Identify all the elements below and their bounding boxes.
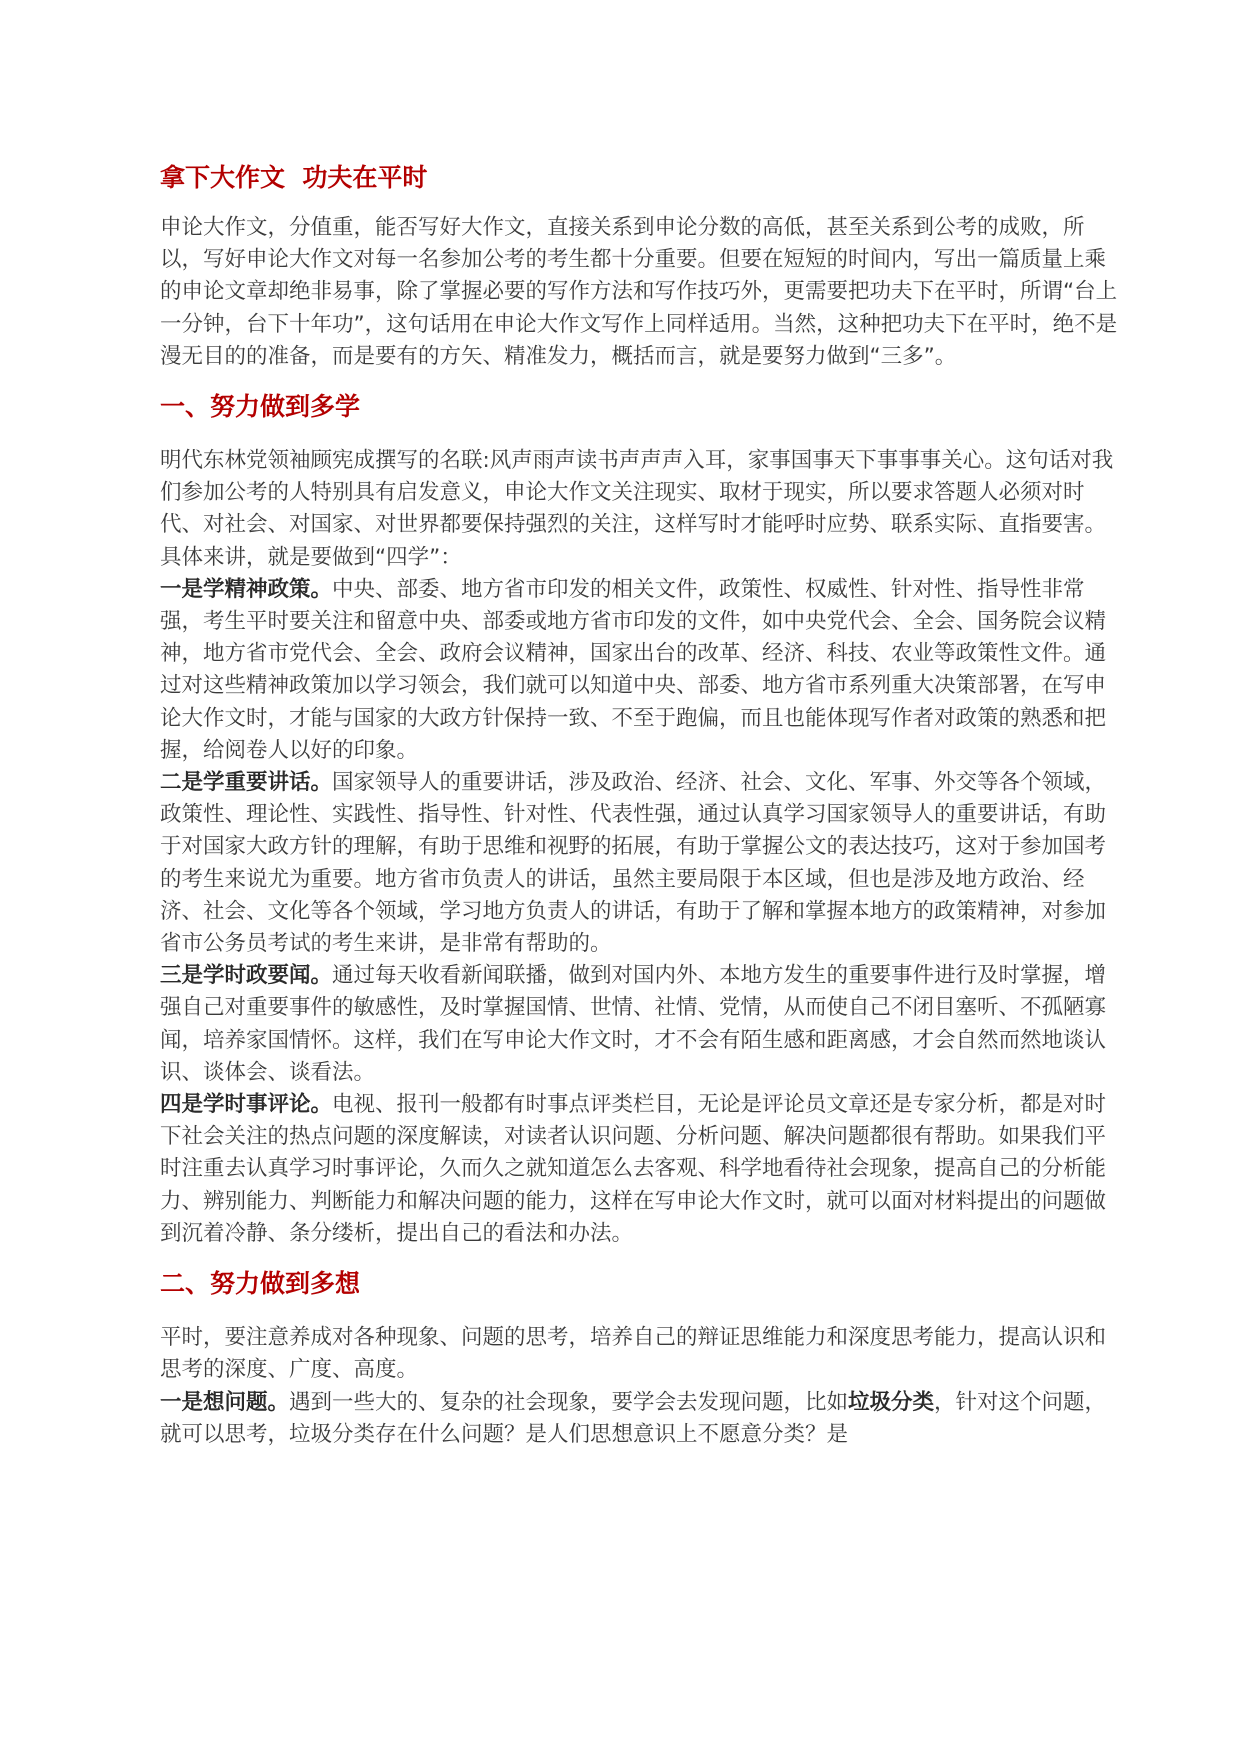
item-text: 通过每天收看新闻联播，做到对国内外、本地方发生的重要事件进行及时掌握，增强自己对重要事件的敏感性，及时掌握国情、世情、社情、党情，从而使自己不闭目塞听、不孤陋寡闻，培养家国情怀。这样，我们在写申论大作文时，才不会有陌生感和距离感，才会自然而然地谈认识、谈体会、谈看法。 (160, 963, 1107, 1085)
item-lead: 四是学时事评论。 (160, 1092, 333, 1118)
section1-item-4 (160, 1089, 1120, 1250)
item-text: 电视、报刊一般都有时事点评类栏目，无论是评论员文章还是专家分析，都是对时下社会关注的热点问题的深度解读，对读者认识问题、分析问题、解决问题都很有帮助。如果我们平时注重去认真学习时事评论，久而久之就知道怎么去客观、科学地看待社会现象，提高自己的分析能力、辨别能力、判断能力和解决问题的能力，这样在写申论大作文时，就可以面对材料提出的问题做到沉着冷静、条分缕析，提出自己的看法和办法。 (160, 1092, 1107, 1246)
section1-intro: 明代东林党领袖顾宪成撰写的名联:风声雨声读书声声声入耳，家事国事天下事事事关心。这句话对我们参加公考的人特别具有启发意义，申论大作文关注现实、取材于现实，所以要求答题人必须对时代、对社会、对国家、对世界都要保持强烈的关注，这样写时才能呼时应势、联系实际、直指要害。具体来讲，就是要做到“四学”： (160, 448, 1114, 570)
document-page (160, 158, 1120, 1451)
section2-item-1 (160, 1387, 1120, 1451)
section-heading-1: 一、努力做到多学 (160, 392, 361, 422)
item-text: ，针对这个问题，就可以思考，垃圾分类存在什么问题？是人们思想意识上不愿意分类？是 (160, 1389, 1107, 1447)
section1-item-2 (160, 767, 1120, 960)
item-text: 中央、部委、地方省市印发的相关文件，政策性、权威性、针对性、指导性非常强，考生平时要关注和留意中央、部委或地方省市印发的文件，如中央党代会、全会、国务院会议精神，地方省市党代会、全会、政府会议精神，国家出台的改革、经济、科技、农业等政策性文件。通过对这些精神政策加以学习领会，我们就可以知道中央、部委、地方省市系列重大决策部署，在写申论大作文时，才能与国家的大政方针保持一致、不至于跑偏，而且也能体现写作者对政策的熟悉和把握，给阅卷人以好的印象。 (160, 576, 1107, 763)
section1-item-3 (160, 960, 1120, 1089)
item-lead: 二是学重要讲话。 (160, 770, 333, 796)
section-heading-2: 二、努力做到多想 (160, 1269, 361, 1299)
document-title: 拿下大作文 功夫在平时 (160, 163, 428, 192)
item-text: 国家领导人的重要讲话，涉及政治、经济、社会、文化、军事、外交等各个领域，政策性、理论性、实践性、指导性、针对性、代表性强，通过认真学习国家领导人的重要讲话，有助于对国家大政方针的理解，有助于思维和视野的拓展，有助于掌握公文的表达技巧，这对于参加国考的考生来说尤为重要。地方省市负责人的讲话，虽然主要局限于本区域，但也是涉及地方政治、经济、社会、文化等各个领域，学习地方负责人的讲话，有助于了解和掌握本地方的政策精神，对参加省市公务员考试的考生来讲，是非常有帮助的。 (160, 770, 1107, 957)
item-text: 遇到一些大的、复杂的社会现象，要学会去发现问题，比如 (289, 1389, 849, 1415)
item-emphasis: 垃圾分类 (848, 1389, 935, 1415)
item-lead: 三是学时政要闻。 (160, 963, 333, 989)
item-lead: 一是学精神政策。 (160, 576, 333, 602)
section2-intro: 平时，要注意养成对各种现象、问题的思考，培养自己的辩证思维能力和深度思考能力，提高认识和思考的深度、广度、高度。 (160, 1325, 1107, 1383)
item-lead: 一是想问题。 (160, 1389, 290, 1415)
intro-paragraph: 申论大作文，分值重，能否写好大作文，直接关系到申论分数的高低，甚至关系到公考的成败，所以，写好申论大作文对每一名参加公考的考生都十分重要。但要在短短的时间内，写出一篇质量上乘的申论文章却绝非易事，除了掌握必要的写作方法和写作技巧外，更需要把功夫下在平时，所谓“台上一分钟，台下十年功”，这句话用在申论大作文写作上同样适用。当然，这种把功夫下在平时，绝不是漫无目的的准备，而是要有的方矢、精准发力，概括而言，就是要努力做到“三多”。 (160, 215, 1118, 369)
section1-item-1 (160, 574, 1120, 767)
